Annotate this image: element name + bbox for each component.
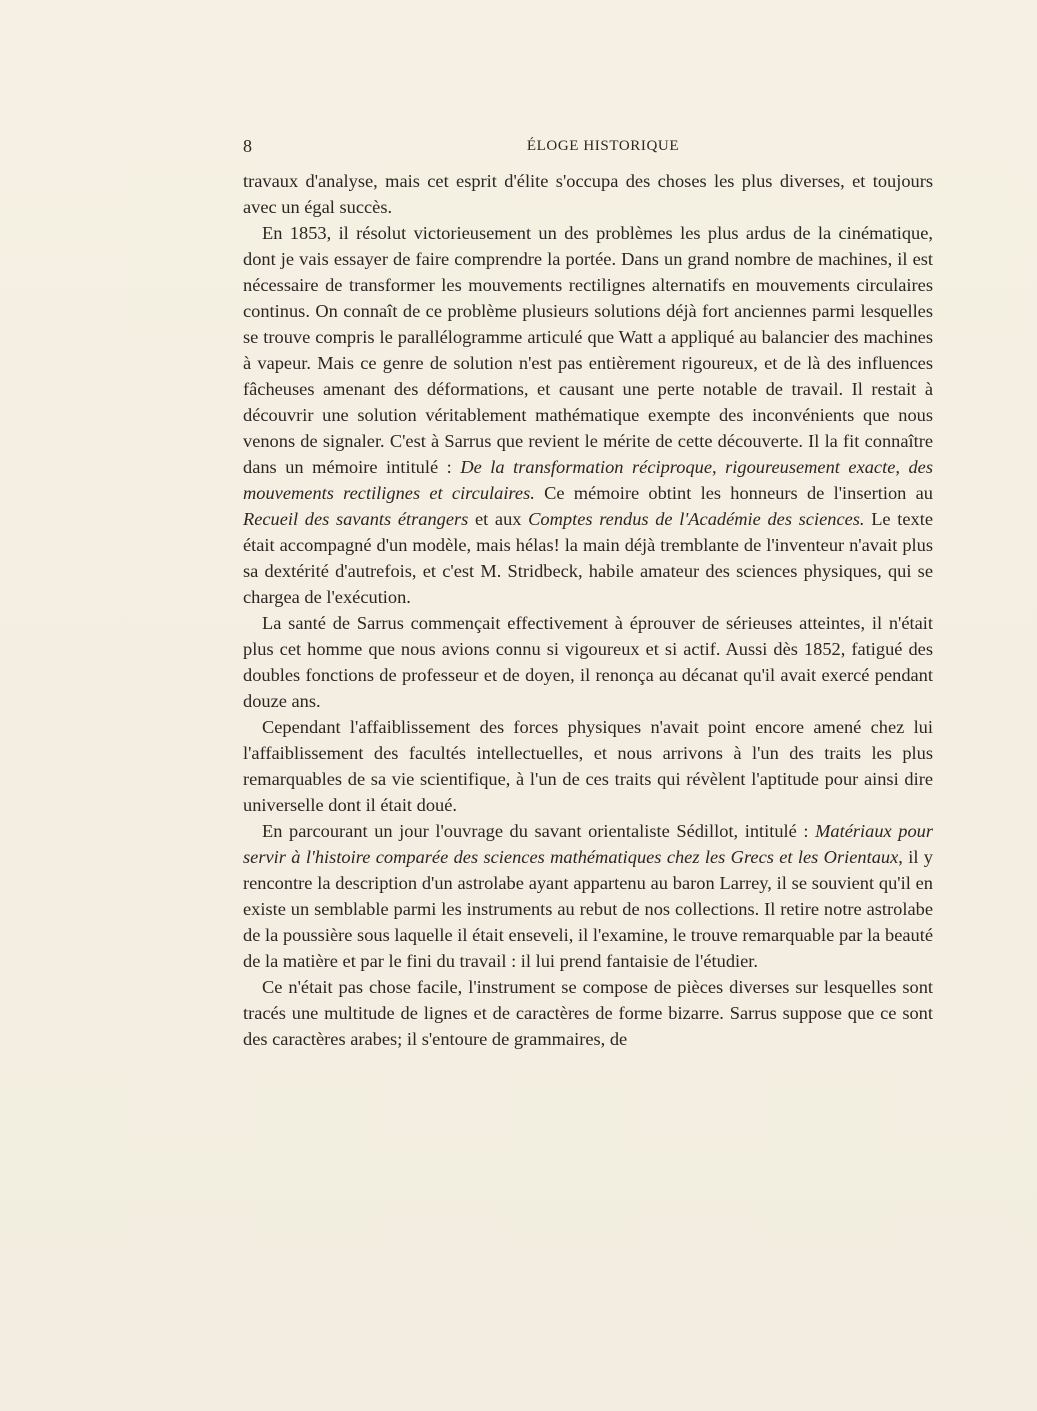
text-run: Ce n'était pas chose facile, l'instrument se compose de pièces diverses sur lesquelles sont tracés une multitude de lignes et de caractères de forme bizarre. Sarrus suppose que ce sont des caractères arabes; il s'entoure de grammaires, de	[243, 977, 933, 1049]
paragraph-2	[243, 220, 933, 610]
text-run: travaux d'analyse, mais cet esprit d'élite s'occupa des choses les plus diverses, et toujours avec un égal succès.	[243, 171, 933, 217]
paragraph-3	[243, 610, 933, 714]
running-title: ÉLOGE HISTORIQUE	[526, 138, 680, 154]
text-run: et aux	[468, 509, 529, 529]
text-run: Cependant l'affaiblissement des forces physiques n'avait point encore amené chez lui l'affaiblissement des facultés intellectuelles, et nous arrivons à l'un des traits les plus remarquables de sa vie scientifique, à l'un de ces traits qui révèlent l'aptitude pour ainsi dire universelle dont il était doué.	[243, 717, 933, 815]
italic-title: Recueil des savants étrangers	[243, 509, 469, 529]
paragraph-1	[243, 168, 933, 220]
paragraph-5	[243, 818, 933, 974]
italic-title: De la transformation réciproque, rigoureusement exacte, des mouvements rectilignes et circulaires.	[243, 457, 934, 503]
text-run: La santé de Sarrus commençait effectivement à éprouver de sérieuses atteintes, il n'était plus cet homme que nous avions connu si vigoureux et si actif. Aussi dès 1852, fatigué des doubles fonctions de professeur et de doyen, il renonça au décanat qu'il avait exercé pendant douze ans.	[243, 613, 933, 711]
paragraph-6	[243, 974, 933, 1052]
paragraph-4	[243, 714, 933, 818]
text-run: Ce mémoire obtint les honneurs de l'insertion au	[534, 483, 933, 503]
page-number: 8	[243, 136, 252, 156]
page-header	[243, 136, 933, 162]
text-run: En parcourant un jour l'ouvrage du savant orientaliste Sédillot, intitulé :	[262, 821, 816, 841]
body-text	[243, 168, 933, 1052]
text-run: En 1853, il résolut victorieusement un des problèmes les plus ardus de la cinématique, dont je vais essayer de faire comprendre la portée. Dans un grand nombre de machines, il est nécessaire de transformer les mouvements rectilignes alternatifs en mouvements circulaires continus. On connaît de ce problème plusieurs solutions déjà fort anciennes parmi lesquelles se trouve compris le parallélogramme articulé que Watt a appliqué au balancier des machines à vapeur. Mais ce genre de solution n'est pas entièrement rigoureux, et de là des influences fâcheuses amenant des déformations, et causant une perte notable de travail. Il restait à découvrir une solution véritablement mathématique exempte des inconvénients que nous venons de signaler. C'est à Sarrus que revient le mérite de cette découverte. Il la fit connaître dans un mémoire intitulé :	[243, 223, 933, 477]
text-run: Le texte était accompagné d'un modèle, mais hélas! la main déjà tremblante de l'inventeur n'avait plus sa dextérité d'autrefois, et c'est M. Stridbeck, habile amateur des sciences physiques, qui se chargea de l'exécution.	[243, 509, 933, 607]
text-run: , il y rencontre la description d'un astrolabe ayant appartenu au baron Larrey, il se souvient qu'il en existe un semblable parmi les instruments au rebut de nos collections. Il retire notre astrolabe de la poussière sous laquelle il était enseveli, il l'examine, le trouve remarquable par la beauté de la matière et par le fini du travail : il lui prend fantaisie de l'étudier.	[243, 847, 933, 971]
italic-title: Comptes rendus de l'Académie des sciences.	[528, 509, 865, 529]
italic-title: Matériaux pour servir à l'histoire comparée des sciences mathématiques chez les Grecs et les Orientaux	[243, 821, 933, 867]
